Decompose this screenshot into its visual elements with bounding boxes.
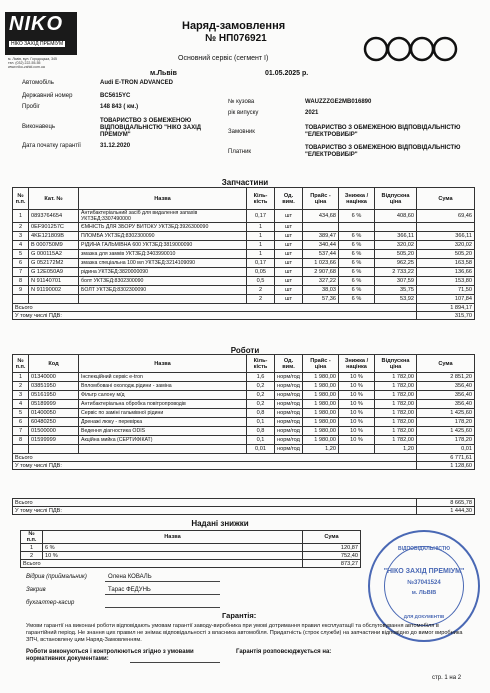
guarantee-title: Гарантія: (222, 611, 257, 620)
table-cell: 107,84 (417, 295, 475, 304)
column-header: Прайс - ціна (303, 355, 339, 373)
table-cell: 1 980,00 (303, 418, 339, 427)
car-label: Автомобіль (22, 80, 54, 86)
table-cell: 6 % (339, 286, 375, 295)
table-cell: 7 (13, 268, 29, 277)
table-cell: 1,20 (303, 445, 339, 454)
table-cell: шт (275, 277, 303, 286)
column-header: Кіль-кість (247, 355, 275, 373)
table-cell: B 000750M9 (29, 241, 79, 250)
table-cell: 1 782,00 (375, 391, 417, 400)
signature-label: Закрив (26, 587, 46, 593)
table-cell: 3 (13, 391, 29, 400)
table-cell: 1 (247, 241, 275, 250)
payer-label: Платник (228, 149, 252, 155)
stamp-line2: "НІКО ЗАХІД ПРЕМІУМ" (383, 568, 465, 575)
table-cell: 1 980,00 (303, 382, 339, 391)
table-cell: 366,11 (375, 232, 417, 241)
table-cell: норм/год (275, 427, 303, 436)
table-cell: 6 % (339, 268, 375, 277)
table-cell: норм/год (275, 418, 303, 427)
table-cell: 71,50 (417, 286, 475, 295)
table-cell: 6 % (339, 259, 375, 268)
logo-text: NIKO (9, 13, 63, 35)
stamp-line4: м. ЛЬВІВ (411, 590, 437, 596)
table-row (13, 427, 475, 436)
table-cell: 2 (13, 223, 29, 232)
signature-label: бухгалтер-касир (26, 600, 75, 606)
works-vat-row (13, 462, 475, 470)
table-cell: норм/год (275, 436, 303, 445)
table-cell: шт (275, 259, 303, 268)
table-cell (375, 223, 417, 232)
discounts-table-header (21, 531, 361, 544)
table-cell: 5 (13, 250, 29, 259)
table-cell: 0EF901257C (29, 223, 79, 232)
year-label: рік випуску (228, 110, 259, 116)
table-cell (417, 223, 475, 232)
table-cell: Антибактеріальний засіб для видалення запахів УКТЗЕД:3307490000 (79, 210, 247, 223)
table-cell: 6 % (339, 250, 375, 259)
signature-label: Відрив (приймальник) (26, 574, 87, 580)
table-cell: шт (275, 232, 303, 241)
table-cell: 0,5 (247, 277, 275, 286)
table-cell: 163,58 (417, 259, 475, 268)
footer-confirm: Роботи виконуються і контролюються згідно з умовами нормативних документами: (26, 649, 194, 662)
table-cell: 2 (13, 382, 29, 391)
works-table-header (13, 355, 475, 373)
table-cell: 1,20 (375, 445, 417, 454)
table-cell: норм/год (275, 409, 303, 418)
table-cell: 1 980,00 (303, 400, 339, 409)
works-table (12, 354, 475, 470)
table-row (21, 552, 361, 560)
table-cell: 5 (13, 409, 29, 418)
parts-table (12, 187, 475, 320)
table-cell: 366,11 (417, 232, 475, 241)
table-cell: 10 % (339, 382, 375, 391)
table-cell: 0,17 (247, 259, 275, 268)
works-total-label: Всього (13, 454, 417, 462)
table-cell: норм/год (275, 382, 303, 391)
table-cell: 10 % (339, 418, 375, 427)
table-cell: 1 782,00 (375, 436, 417, 445)
table-cell: змазка спеціальна 100 мл УКТЗЕД:3214109090 (79, 259, 247, 268)
table-row (13, 391, 475, 400)
signature-line (105, 607, 220, 608)
table-cell: 0,1 (247, 436, 275, 445)
column-header: Назва (43, 531, 303, 544)
warranty-label: Дата початку гарантії (22, 143, 81, 149)
table-cell: 6 % (339, 295, 375, 304)
signature-line (105, 581, 220, 582)
table-cell: 120,87 (303, 544, 361, 552)
document-city: м.Львів (150, 70, 177, 77)
table-cell (29, 295, 79, 304)
table-cell: рідина УКТЗЕД:3820000090 (79, 268, 247, 277)
table-cell: Фільтр салону м/д (79, 391, 247, 400)
table-cell: 356,40 (417, 400, 475, 409)
table-cell: 0,2 (247, 382, 275, 391)
table-row (13, 436, 475, 445)
footer-signature-line (130, 662, 220, 663)
table-cell: 7 (13, 427, 29, 436)
table-cell: 320,02 (417, 241, 475, 250)
table-cell: 178,20 (417, 418, 475, 427)
table-cell: БОЛТ УКТЗЕД:8302300090 (79, 286, 247, 295)
table-cell (29, 445, 79, 454)
stamp-line5: ДЛЯ ДОКУМЕНТІВ (403, 614, 445, 619)
vin-label: № кузова (228, 99, 255, 105)
table-cell: 2 (247, 286, 275, 295)
table-cell: 05161950 (29, 391, 79, 400)
table-cell: 2 851,20 (417, 373, 475, 382)
table-cell: 0,2 (247, 400, 275, 409)
company-address: м. Львів, вул. Городоцька, 345 тел. (032) 222-55-55 www.niko-zahid.com.ua (8, 57, 57, 69)
table-cell: 340,44 (303, 241, 339, 250)
table-cell: 10 % (339, 373, 375, 382)
table-cell: 962,25 (375, 259, 417, 268)
works-total-value: 6 771,61 (417, 454, 475, 462)
mileage-label: Пробіг (22, 104, 40, 110)
table-cell: 1 782,00 (375, 373, 417, 382)
table-cell (13, 445, 29, 454)
parts-vat-row (13, 312, 475, 320)
parts-section-title: Запчастини (221, 178, 269, 187)
table-cell: Антибактеріальна обробка повітропроводів (79, 400, 247, 409)
discounts-total-row (21, 560, 361, 568)
column-header: Од. вим. (275, 188, 303, 210)
table-cell (13, 295, 29, 304)
table-cell: 320,02 (375, 241, 417, 250)
table-cell: 356,40 (417, 382, 475, 391)
document-date: 01.05.2025 р. (265, 70, 309, 77)
table-cell: шт (275, 268, 303, 277)
discounts-total-value: 873,27 (303, 560, 361, 568)
discounts-section-title: Надані знижки (191, 519, 249, 528)
parts-table-header (13, 188, 475, 210)
customer-value: ТОВАРИСТВО З ОБМЕЖЕНОЮ ВІДПОВІДАЛЬНІСТЮ "ЕЛЕКТРОВИБІР" (305, 125, 461, 138)
table-cell: 10 % (339, 400, 375, 409)
table-cell: 0,8 (247, 427, 275, 436)
table-row (13, 232, 475, 241)
signature-name: Тарас ФЕДУНЬ (108, 587, 151, 593)
table-cell: 69,46 (417, 210, 475, 223)
table-cell: 1 782,00 (375, 427, 417, 436)
page-number: стр. 1 на 2 (432, 675, 462, 681)
table-cell: 408,60 (375, 210, 417, 223)
table-cell: шт (275, 241, 303, 250)
table-row (13, 373, 475, 382)
stamp-line3: №37041524 (407, 580, 441, 586)
table-cell (79, 445, 247, 454)
table-row (13, 286, 475, 295)
table-cell: 1 (13, 210, 29, 223)
grand-vat-label: У тому числі ПДВ: (13, 507, 417, 515)
table-cell: 53,92 (375, 295, 417, 304)
grand-vat-value: 1 444,30 (417, 507, 475, 515)
table-cell: 4KE121809B (29, 232, 79, 241)
table-cell: 60480250 (29, 418, 79, 427)
table-cell: 1 980,00 (303, 427, 339, 436)
column-header: Назва (79, 188, 247, 210)
customer-label: Замовник (228, 129, 255, 135)
table-row (13, 241, 475, 250)
table-cell: 6 % (339, 210, 375, 223)
table-cell: 0,1 (247, 418, 275, 427)
car-value: Audi E-TRON ADVANCED (100, 80, 173, 86)
table-cell: 1 782,00 (375, 409, 417, 418)
table-cell: 6 (13, 259, 29, 268)
table-cell: 1 980,00 (303, 391, 339, 400)
column-header: Відпускна ціна (375, 188, 417, 210)
guarantee-text: Умови гарантії на виконані роботи відповідають умовам гарантії заводу-виробника при умові дотримання правил експлуатації та обслуговування автомобіля в гарантійний період. Не знання цих правил не знімає відповідальності з власника автомобіля. Придатність (строк служби) на запчастини відповідно до вимог виробника ЗПЧ, встановлену цим Наряд-Замовленням. (26, 623, 463, 643)
table-cell: 1 782,00 (375, 382, 417, 391)
table-cell: Інспекційний сервіс e-tron (79, 373, 247, 382)
table-cell: Ведення діагностика ODIS (79, 427, 247, 436)
column-header: № п.п. (13, 188, 29, 210)
warranty-value: 31.12.2020 (100, 143, 131, 149)
works-vat-value: 1 128,60 (417, 462, 475, 470)
table-cell: 1 782,00 (375, 400, 417, 409)
parts-total-value: 1 894,17 (417, 304, 475, 312)
signature-name: Олена КОВАЛЬ (108, 574, 152, 580)
grand-total-table (12, 498, 475, 515)
table-cell: 1 (21, 544, 43, 552)
table-cell: 6 % (339, 232, 375, 241)
table-cell: 505,20 (417, 250, 475, 259)
column-header: Знижка / націнка (339, 355, 375, 373)
table-cell (303, 223, 339, 232)
executor-value: ТОВАРИСТВО З ОБМЕЖЕНОЮ ВІДПОВІДАЛЬНІСТЮ "НІКО ЗАХІД ПРЕМІУМ" (100, 118, 202, 138)
table-cell: 0893764654 (29, 210, 79, 223)
table-cell: ЄМНІСТЬ ДЛЯ ЗБОРУ ВИТОКУ УКТЗЕД:3926300090 (79, 223, 247, 232)
table-cell: болт УКТЗЕД:8302300090 (79, 277, 247, 286)
table-cell: 05189999 (29, 400, 79, 409)
table-cell: 505,20 (375, 250, 417, 259)
table-cell: G 052172M2 (29, 259, 79, 268)
table-row (13, 250, 475, 259)
vin-value: WAUZZZGE2MB016890 (305, 99, 372, 105)
table-cell: 0,01 (417, 445, 475, 454)
table-cell: 1 980,00 (303, 373, 339, 382)
table-cell: 1 (247, 232, 275, 241)
column-header: Кіль-кість (247, 188, 275, 210)
column-header: Од. вим. (275, 355, 303, 373)
table-cell: норм/год (275, 445, 303, 454)
logo-subtitle: НІКО ЗАХІД ПРЕМІУМ (11, 41, 64, 47)
table-cell: шт (275, 295, 303, 304)
plate-label: Державний номер (22, 93, 73, 99)
table-row (13, 259, 475, 268)
table-cell: 0,2 (247, 391, 275, 400)
table-cell: G 12E050A9 (29, 268, 79, 277)
footer-coverage: Гарантія розповсюджується на: (236, 649, 332, 655)
table-cell: 10 % (339, 391, 375, 400)
table-cell: 03851950 (29, 382, 79, 391)
column-header: Сума (417, 188, 475, 210)
table-cell: Дренажі люку - перевірка (79, 418, 247, 427)
table-cell: 1,6 (247, 373, 275, 382)
table-row (13, 400, 475, 409)
table-cell: 9 (13, 286, 29, 295)
table-cell: 2 (247, 295, 275, 304)
table-cell: 3 (13, 232, 29, 241)
table-row (13, 277, 475, 286)
table-cell: 1 980,00 (303, 436, 339, 445)
table-cell: 1 980,00 (303, 409, 339, 418)
column-header: Прайс - ціна (303, 188, 339, 210)
table-cell: Акційна мийка (СЕРТИФІКАТ) (79, 436, 247, 445)
table-cell: 1 782,00 (375, 418, 417, 427)
column-header: Сума (303, 531, 361, 544)
table-cell: 8 (13, 436, 29, 445)
grand-total-value: 8 665,78 (417, 499, 475, 507)
table-cell: 6 % (339, 241, 375, 250)
works-total-row (13, 454, 475, 462)
table-cell: 0,05 (247, 268, 275, 277)
table-row (13, 418, 475, 427)
table-cell: 6 % (339, 277, 375, 286)
parts-total-label: Всього (13, 304, 417, 312)
table-cell: 1 (247, 250, 275, 259)
column-header: Назва (79, 355, 247, 373)
table-cell: G 000115A2 (29, 250, 79, 259)
table-cell (339, 223, 375, 232)
table-row (13, 409, 475, 418)
table-cell: 327,22 (303, 277, 339, 286)
table-cell: 4 (13, 241, 29, 250)
document-title: Наряд-замовлення (182, 20, 286, 32)
table-cell: 8 (13, 277, 29, 286)
table-cell: 2 733,22 (375, 268, 417, 277)
table-cell: 537,44 (303, 250, 339, 259)
parts-total-row (13, 304, 475, 312)
column-header: Знижка / націнка (339, 188, 375, 210)
table-row (13, 210, 475, 223)
table-cell: 0,01 (247, 445, 275, 454)
table-cell (339, 445, 375, 454)
signature-line (105, 594, 220, 595)
table-cell: 1 023,66 (303, 259, 339, 268)
column-header: Код (29, 355, 79, 373)
document-subtitle: Основний сервіс (сегмент І) (178, 55, 269, 62)
table-cell: норм/год (275, 400, 303, 409)
audi-rings-logo (360, 34, 470, 64)
document-number: № НП076921 (205, 33, 267, 44)
works-section-title: Роботи (230, 346, 260, 355)
table-cell: 2 907,68 (303, 268, 339, 277)
payer-value: ТОВАРИСТВО З ОБМЕЖЕНОЮ ВІДПОВІДАЛЬНІСТЮ "ЕЛЕКТРОВИБІР" (305, 145, 461, 158)
works-vat-label: У тому числі ПДВ: (13, 462, 417, 470)
table-cell: 1 425,60 (417, 409, 475, 418)
column-header: Кат. № (29, 188, 79, 210)
table-row (13, 295, 475, 304)
column-header: № п.п. (13, 355, 29, 373)
table-cell: 10 % (339, 427, 375, 436)
table-cell: 35,75 (375, 286, 417, 295)
table-row (13, 382, 475, 391)
table-row (13, 268, 475, 277)
table-cell: Сервіс по заміні гальмівної рідини (79, 409, 247, 418)
table-cell: 10 % (339, 436, 375, 445)
table-cell: 6 % (43, 544, 303, 552)
table-cell: 434,68 (303, 210, 339, 223)
table-cell: 01340000 (29, 373, 79, 382)
table-cell: 1 425,60 (417, 427, 475, 436)
table-cell: норм/год (275, 391, 303, 400)
table-cell: шт (275, 286, 303, 295)
table-cell: 01599999 (29, 436, 79, 445)
company-logo (5, 12, 77, 55)
column-header: № п.п. (21, 531, 43, 544)
grand-total-label: Всього (13, 499, 417, 507)
table-cell: 1 (13, 373, 29, 382)
plate-value: BC5615YC (100, 93, 131, 99)
table-cell: 10 % (339, 409, 375, 418)
grand-vat-row (13, 507, 475, 515)
table-cell: 2 (21, 552, 43, 560)
table-cell: ПЛОМБА УКТЗЕД:8302300090 (79, 232, 247, 241)
table-cell: 1 (247, 223, 275, 232)
table-cell: шт (275, 210, 303, 223)
table-cell: N 91140701 (29, 277, 79, 286)
table-cell: Впломбовані охолодж.рідини - заміна (79, 382, 247, 391)
table-cell: 153,80 (417, 277, 475, 286)
table-cell: 01500000 (29, 427, 79, 436)
stamp-line1: ВІДПОВІДАЛЬНІСТЮ (397, 546, 451, 552)
table-cell: 307,59 (375, 277, 417, 286)
table-cell: 4 (13, 400, 29, 409)
table-cell: 178,20 (417, 436, 475, 445)
discounts-total-label: Всього (21, 560, 303, 568)
table-row (21, 544, 361, 552)
table-cell: 10 % (43, 552, 303, 560)
table-cell: РІДИНА ГАЛЬМІВНА 600 УКТЗЕД:3819000090 (79, 241, 247, 250)
parts-vat-label: У тому числі ПДВ: (13, 312, 417, 320)
table-cell: 38,03 (303, 286, 339, 295)
table-cell: норм/год (275, 373, 303, 382)
mileage-value: 148 843 ( км.) (100, 104, 139, 110)
table-cell: шт (275, 223, 303, 232)
executor-label: Виконавець (22, 124, 56, 130)
parts-vat-value: 315,70 (417, 312, 475, 320)
column-header: Відпускна ціна (375, 355, 417, 373)
table-cell (79, 295, 247, 304)
table-cell: 6 (13, 418, 29, 427)
discounts-table (20, 530, 361, 568)
column-header: Сума (417, 355, 475, 373)
table-cell: 136,66 (417, 268, 475, 277)
year-value: 2021 (305, 110, 319, 116)
table-cell: змазка для замків УКТЗЕД:3403990010 (79, 250, 247, 259)
table-cell: шт (275, 250, 303, 259)
table-cell: 389,47 (303, 232, 339, 241)
table-cell: 752,40 (303, 552, 361, 560)
table-cell: N 91190002 (29, 286, 79, 295)
table-cell: 356,40 (417, 391, 475, 400)
table-row (13, 223, 475, 232)
table-cell: 57,36 (303, 295, 339, 304)
grand-total-row (13, 499, 475, 507)
table-row (13, 445, 475, 454)
table-cell: 01400050 (29, 409, 79, 418)
table-cell: 0,17 (247, 210, 275, 223)
table-cell: 0,8 (247, 409, 275, 418)
